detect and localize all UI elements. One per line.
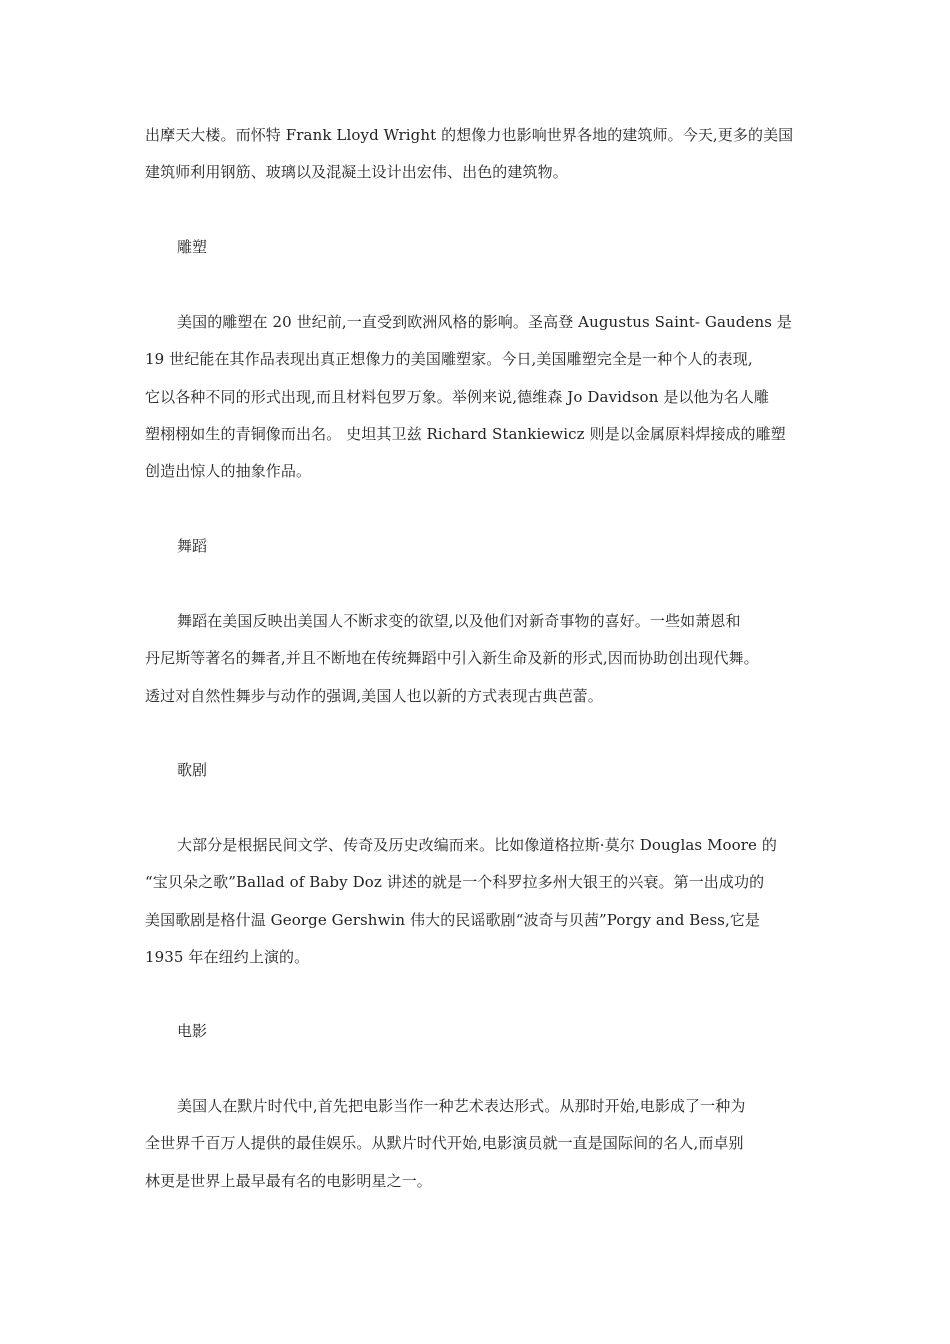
paragraph-line: 美国人在默片时代中,首先把电影当作一种艺术表达形式。从那时开始,电影成了一种为 <box>177 1097 746 1115</box>
paragraph-line: 透过对自然性舞步与动作的强调,美国人也以新的方式表现古典芭蕾。 <box>145 686 603 705</box>
opera-paragraph <box>145 827 815 976</box>
section-heading: 电影 <box>177 1022 208 1040</box>
section-heading: 舞蹈 <box>177 537 208 555</box>
sculpture-paragraph <box>145 304 815 490</box>
section-heading-opera <box>145 752 815 789</box>
paragraph-line: 出摩天大楼。而怀特 Frank Lloyd Wright 的想像力也影响世界各地的建筑师。今天,更多的美国 <box>145 126 794 144</box>
paragraph-line: 19 世纪能在其作品表现出真正想像力的美国雕塑家。今日,美国雕塑完全是一种个人的表现, <box>145 350 753 369</box>
paragraph-line: 它以各种不同的形式出现,而且材料包罗万象。举例来说,德维森 Jo Davidson 是以他为名人雕 <box>145 387 770 406</box>
paragraph-line: 塑栩栩如生的青铜像而出名。 史坦其卫兹 Richard Stankiewicz 则是以金属原料焊接成的雕塑 <box>145 424 786 443</box>
paragraph-line: 1935 年在纽约上演的。 <box>145 947 310 966</box>
section-heading: 雕塑 <box>177 238 208 256</box>
film-paragraph <box>145 1088 815 1200</box>
section-heading-dance <box>145 528 815 565</box>
paragraph-line: 美国的雕塑在 20 世纪前,一直受到欧洲风格的影响。圣高登 Augustus Saint- Gaudens 是 <box>177 313 793 331</box>
paragraph-line: 丹尼斯等著名的舞者,并且不断地在传统舞蹈中引入新生命及新的形式,因而协助创出现代舞。 <box>145 649 759 668</box>
paragraph-line: 林更是世界上最早最有名的电影明星之一。 <box>145 1171 432 1190</box>
architecture-paragraph <box>145 117 815 192</box>
paragraph-line: 创造出惊人的抽象作品。 <box>145 462 312 481</box>
paragraph-line: 舞蹈在美国反映出美国人不断求变的欲望,以及他们对新奇事物的喜好。一些如萧恩和 <box>177 612 741 630</box>
paragraph-line: 全世界千百万人提供的最佳娱乐。从默片时代开始,电影演员就一直是国际间的名人,而卓别 <box>145 1134 744 1153</box>
section-heading-film <box>145 1013 815 1050</box>
paragraph-line: 美国歌剧是格什温 George Gershwin 伟大的民谣歌剧“波奇与贝茜”Porgy and Bess,它是 <box>145 910 761 929</box>
paragraph-line: “宝贝朵之歌”Ballad of Baby Doz 讲述的就是一个科罗拉多州大银王的兴衰。第一出成功的 <box>145 873 765 892</box>
dance-paragraph <box>145 603 815 715</box>
paragraph-line: 大部分是根据民间文学、传奇及历史改编而来。比如像道格拉斯·莫尔 Douglas Moore 的 <box>177 836 778 854</box>
section-heading: 歌剧 <box>177 761 208 779</box>
paragraph-line: 建筑师利用钢筋、玻璃以及混凝土设计出宏伟、出色的建筑物。 <box>145 163 568 182</box>
section-heading-sculpture <box>145 229 815 266</box>
